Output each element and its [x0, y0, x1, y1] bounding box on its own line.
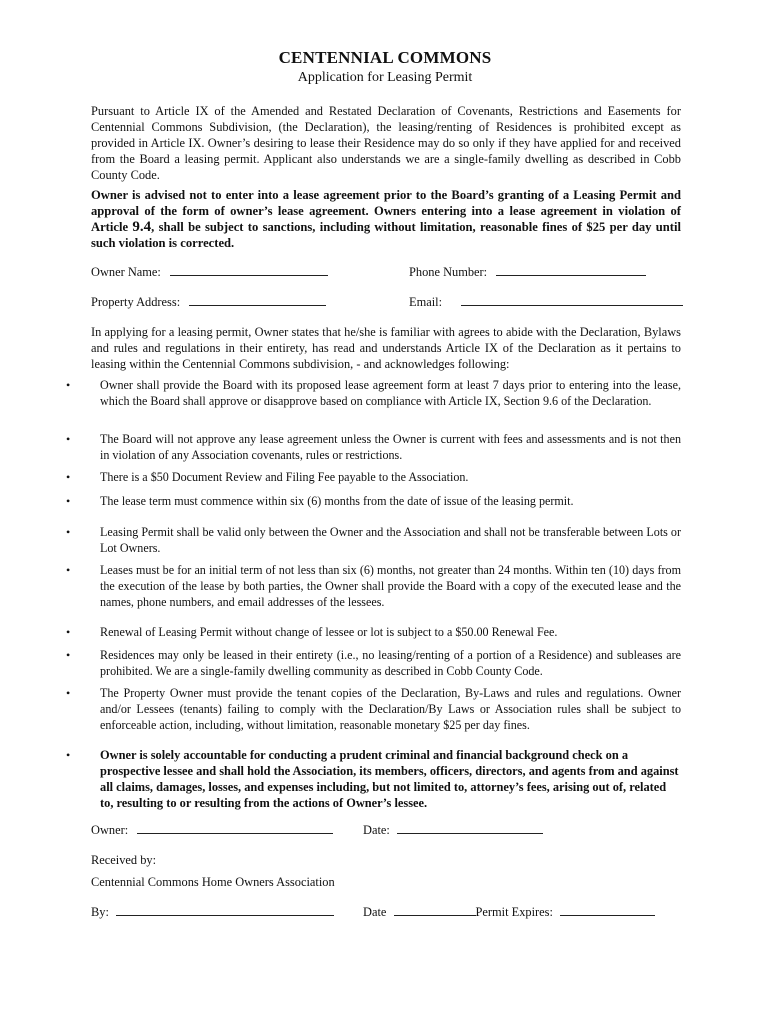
- bullet-icon: •: [66, 648, 71, 662]
- property-address-input[interactable]: [189, 294, 326, 306]
- warning-paragraph: [91, 187, 681, 251]
- page-title: CENTENNIAL COMMONS: [278, 48, 492, 67]
- list-item: The lease term must commence within six (6) months from the date of issue of the leasing permit.: [100, 494, 574, 508]
- owner-name-field: [91, 264, 328, 280]
- phone-number-field: [409, 264, 646, 280]
- by-label: By:: [91, 905, 109, 919]
- list-item: There is a $50 Document Review and Filing Fee payable to the Association.: [100, 470, 469, 484]
- list-item: Residences may only be leased in their entirety (i.e., no leasing/renting of a portion of a Residence) and subleases are prohibited. We are a single-family dwelling community as described in Cobb County Code.: [100, 648, 681, 678]
- bullet-icon: •: [66, 470, 71, 484]
- list-item: Leasing Permit shall be valid only between the Owner and the Association and shall not be transferable between Lots or Lot Owners.: [100, 525, 681, 555]
- page-subtitle: Application for Leasing Permit: [297, 70, 473, 85]
- warning-article-number: 9.4: [132, 219, 152, 235]
- permit-expires-label: Permit Expires:: [475, 905, 553, 919]
- property-address-field: [91, 294, 326, 310]
- phone-number-input[interactable]: [496, 264, 646, 276]
- permit-expires-input[interactable]: [560, 904, 655, 916]
- owner-name-input[interactable]: [170, 264, 328, 276]
- by-signature-input[interactable]: [116, 904, 334, 916]
- bullet-icon: •: [66, 432, 71, 446]
- intro-paragraph: Pursuant to Article IX of the Amended and Restated Declaration of Covenants, Restrictions and Easements for Centennial Commons Subdivision, (the Declaration), the leasing/renting of Residences is prohibited except as provided in Article IX. Owner’s desiring to lease their Residence may do so only if they have applied for and received from the Board a leasing permit. Applicant also understands we are a single-family dwelling as described in Cobb County Code.: [91, 104, 681, 182]
- email-field: [409, 294, 683, 310]
- email-input[interactable]: [461, 294, 683, 306]
- received-date-input[interactable]: [394, 904, 476, 916]
- property-address-label: Property Address:: [91, 295, 181, 309]
- bullet-icon: •: [66, 625, 71, 639]
- owner-date-input[interactable]: [397, 822, 543, 834]
- bullet-icon: •: [66, 686, 71, 700]
- association-name: Centennial Commons Home Owners Association: [91, 875, 335, 889]
- bullet-icon: •: [66, 748, 71, 762]
- owner-name-label: Owner Name:: [91, 265, 161, 279]
- list-item: Leases must be for an initial term of not less than six (6) months, not greater than 24 months. Within ten (10) days from the execution of the lease by both parties, the Owner shall provide the Board with a copy of the executed lease and the names, phone numbers, and email addresses of the lessees.: [100, 563, 681, 609]
- by-signature-field: [91, 904, 334, 920]
- bullet-icon: •: [66, 494, 71, 508]
- email-label: Email:: [409, 295, 443, 309]
- bullet-icon: •: [66, 378, 71, 392]
- list-item: Owner is solely accountable for conducting a prudent criminal and financial background check on a prospective lessee and shall hold the Association, its members, officers, directors, and agents from and against all claims, damages, losses, and expenses including, but not limited to, attorney’s fees, arising out of, related to, resulting to or resulting from the actions of Owner’s lessee.: [100, 748, 679, 810]
- received-by-label: Received by:: [91, 853, 157, 867]
- phone-number-label: Phone Number:: [409, 265, 488, 279]
- list-item: Renewal of Leasing Permit without change of lessee or lot is subject to a $50.00 Renewal Fee.: [100, 625, 558, 639]
- owner-date-label: Date:: [363, 823, 390, 837]
- bullet-icon: •: [66, 563, 71, 577]
- owner-statement: In applying for a leasing permit, Owner states that he/she is familiar with agrees to abide with the Declaration, Bylaws and rules and regulations in their entirety, has read and understands Article IX of the Declaration as it pertains to leasing within the Centennial Commons subdivision, - and acknowledges following:: [91, 325, 681, 371]
- received-date-field: [363, 904, 655, 920]
- list-item: Owner shall provide the Board with its proposed lease agreement form at least 7 days prior to entering into the lease, which the Board shall approve or disapprove based on compliance with Article IX, Section 9.6 of the Declaration.: [100, 378, 681, 408]
- list-item: The Property Owner must provide the tenant copies of the Declaration, By-Laws and rules and regulations. Owner and/or Lessees (tenants) failing to comply with the Declaration/By Laws or Association rules shall be subject to enforceable action, including, without limitation, reasonable monetary $25 per day fines.: [100, 686, 681, 732]
- warning-text-start: Owner is advised not to enter into a lease agreement prior to the Board’s granting of a Leasing Permit and approval of the form of owner’s lease agreement. Owners entering into a lease agreement in violation of Article: [91, 188, 681, 234]
- owner-signature-label: Owner:: [91, 823, 129, 837]
- list-item: The Board will not approve any lease agreement unless the Owner is current with fees and assessments and is not then in violation of any Association covenants, rules or restrictions.: [100, 432, 681, 462]
- bullet-icon: •: [66, 525, 71, 539]
- warning-text-end: , shall be subject to sanctions, including without limitation, reasonable fines of $25 per day until such violation is corrected.: [91, 220, 681, 250]
- owner-date-field: [363, 822, 543, 838]
- owner-signature-input[interactable]: [137, 822, 333, 834]
- received-date-label: Date: [363, 905, 387, 919]
- owner-signature-field: [91, 822, 333, 838]
